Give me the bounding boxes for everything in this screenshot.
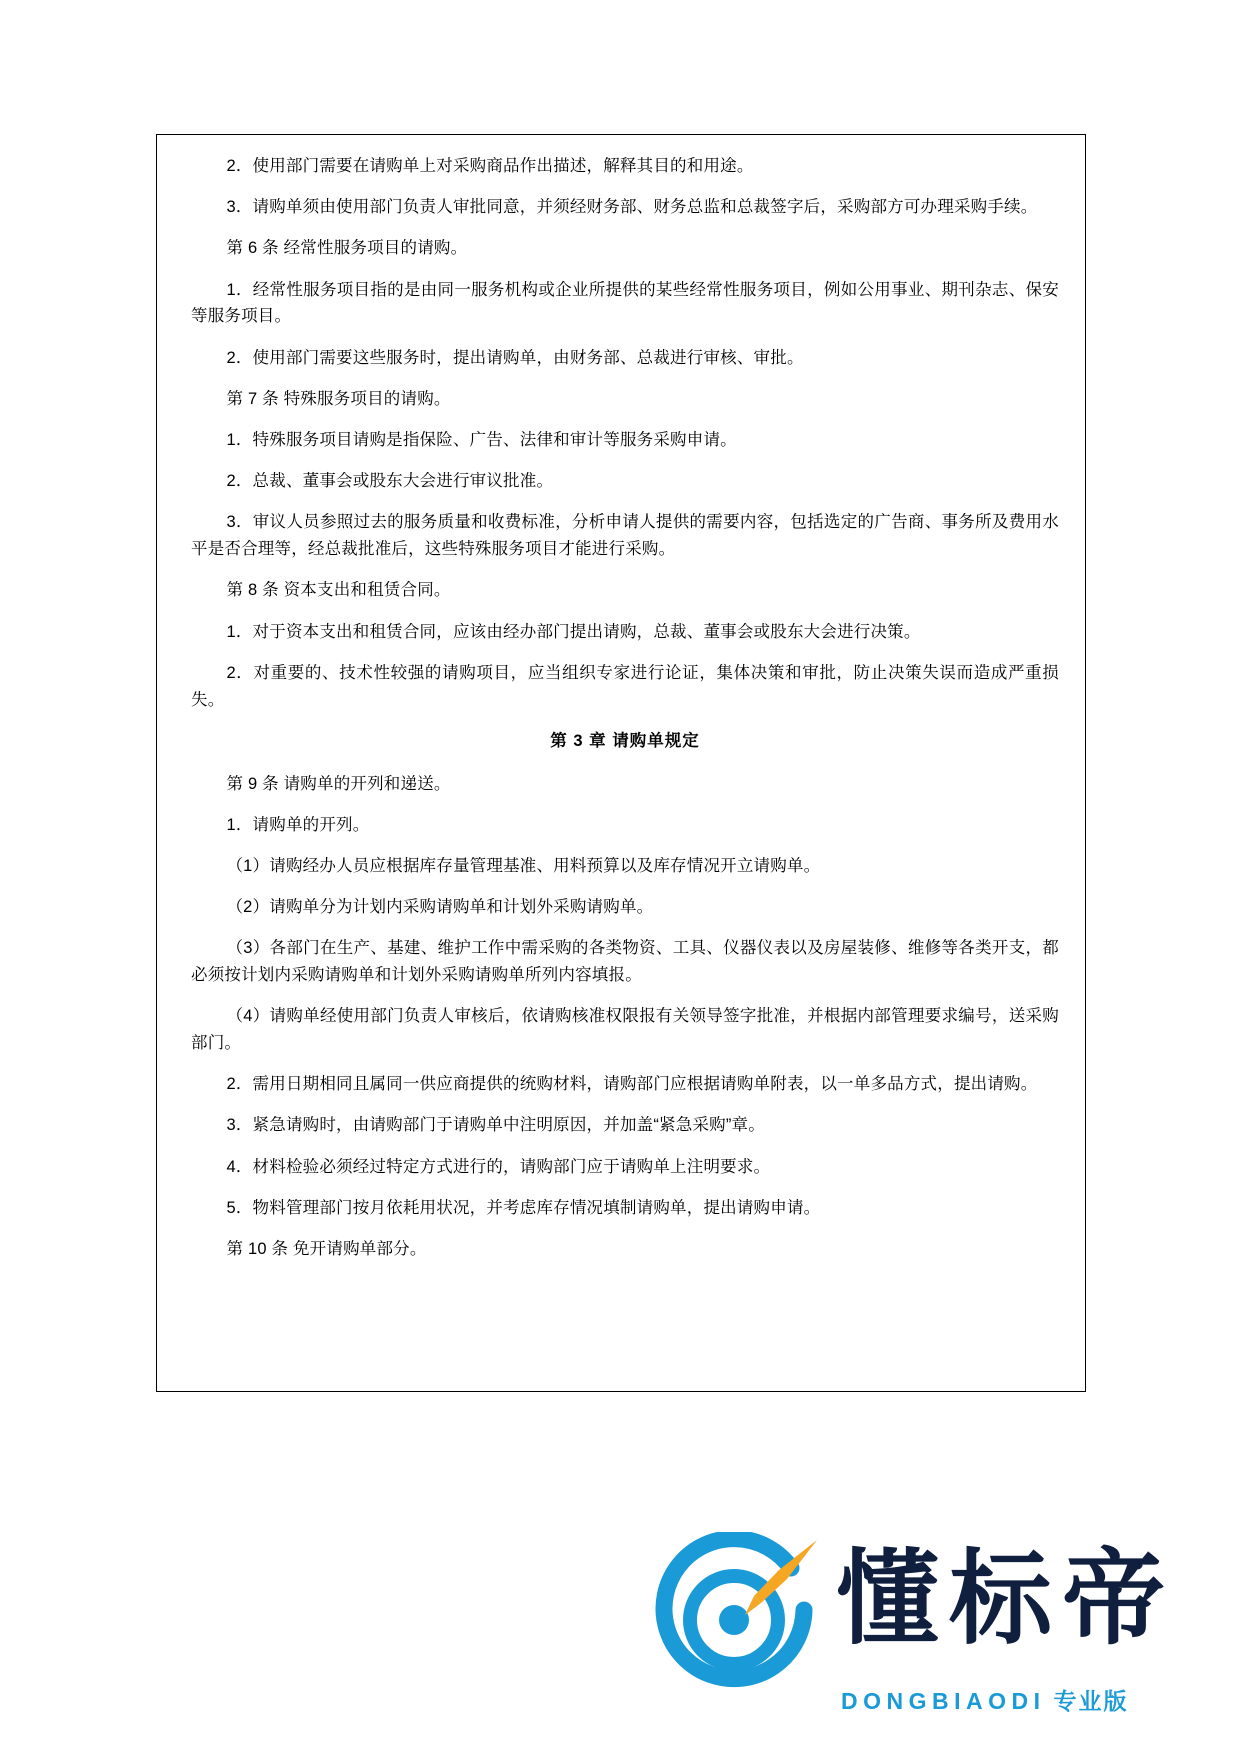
section-heading: 第 3 章 请购单规定 (550, 731, 700, 750)
target-logo-icon (641, 1532, 831, 1702)
paragraph: （1）请购经办人员应根据库存量管理基准、用料预算以及库存情况开立请购单。 (226, 856, 821, 875)
brand-name-cn: 懂标帝 (836, 1538, 1175, 1659)
paragraph: 3．审议人员参照过去的服务质量和收费标准，分析申请人提供的需要内容，包括选定的广告商、事务所及费用水平是否合理等，经总裁批准后，这些特殊服务项目才能进行采购。 (191, 513, 1059, 559)
paragraph: （4）请购单经使用部门负责人审核后，依请购核准权限报有关领导签字批准，并根据内部管理要求编号，送采购部门。 (191, 1007, 1059, 1053)
paragraph: （2）请购单分为计划内采购请购单和计划外采购请购单。 (226, 898, 654, 917)
paragraph: 2．需用日期相同且属同一供应商提供的统购材料，请购部门应根据请购单附表，以一单多品方式，提出请购。 (226, 1075, 1038, 1094)
paragraph: 5．物料管理部门按月依耗用状况，并考虑库存情况填制请购单，提出请购申请。 (226, 1198, 821, 1217)
paragraph: 2．对重要的、技术性较强的请购项目，应当组织专家进行论证，集体决策和审批，防止决策失误而造成严重损失。 (191, 663, 1059, 709)
paragraph: 1．对于资本支出和租赁合同，应该由经办部门提出请购，总裁、董事会或股东大会进行决策。 (226, 622, 921, 641)
brand-name (836, 1524, 1201, 1674)
brand-edition-label: 专业版 (1053, 1689, 1129, 1715)
paragraph: 第 6 条 经常性服务项目的请购。 (226, 239, 468, 258)
paragraph: 第 7 条 特殊服务项目的请购。 (226, 389, 451, 408)
document-content-frame (156, 134, 1086, 1392)
paragraph: 2．总裁、董事会或股东大会进行审议批准。 (226, 472, 554, 491)
paragraph: 1．请购单的开列。 (226, 815, 370, 834)
paragraph: 1．特殊服务项目请购是指保险、广告、法律和审计等服务采购申请。 (226, 431, 737, 450)
brand-watermark (641, 1514, 1201, 1724)
document-body (191, 153, 1059, 1263)
paragraph: 1．经常性服务项目指的是由同一服务机构或企业所提供的某些经常性服务项目，例如公用事业、期刊杂志、保安等服务项目。 (191, 280, 1059, 326)
paragraph: 第 9 条 请购单的开列和递送。 (226, 774, 451, 793)
paragraph: （3）各部门在生产、基建、维护工作中需采购的各类物资、工具、仪器仪表以及房屋装修、维修等各类开支，都必须按计划内采购请购单和计划外采购请购单所列内容填报。 (191, 939, 1059, 985)
brand-name-en: DONGBIAODI (841, 1688, 1046, 1714)
paragraph: 2．使用部门需要在请购单上对采购商品作出描述，解释其目的和用途。 (226, 157, 754, 175)
paragraph: 2．使用部门需要这些服务时，提出请购单，由财务部、总裁进行审核、审批。 (226, 348, 804, 367)
paragraph: 3．请购单须由使用部门负责人审批同意，并须经财务部、财务总监和总裁签字后，采购部方可办理采购手续。 (226, 198, 1038, 217)
paragraph: 3．紧急请购时，由请购部门于请购单中注明原因，并加盖“紧急采购”章。 (226, 1116, 765, 1135)
brand-subtitle (841, 1683, 1201, 1716)
paragraph: 4．材料检验必须经过特定方式进行的，请购部门应于请购单上注明要求。 (226, 1157, 771, 1176)
paragraph: 第 8 条 资本支出和租赁合同。 (226, 581, 451, 600)
paragraph: 第 10 条 免开请购单部分。 (226, 1240, 427, 1259)
